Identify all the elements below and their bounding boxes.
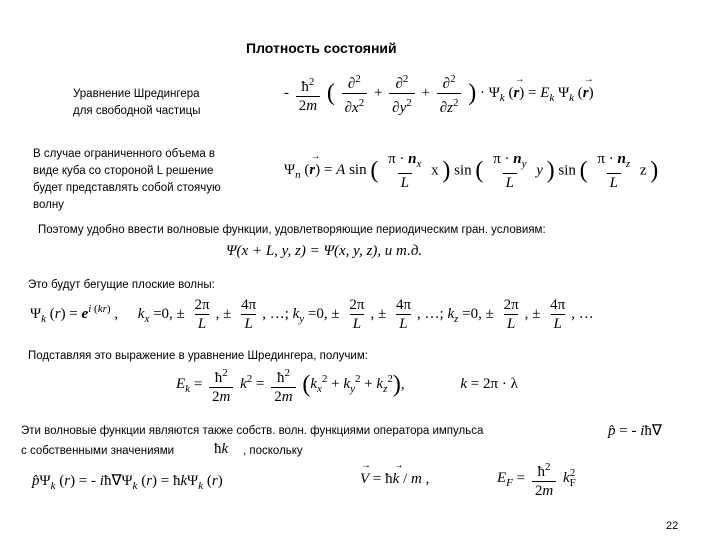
momentum-operator: p̂ = - iħ∇ bbox=[608, 423, 662, 439]
because-text: , поскольку bbox=[243, 445, 303, 457]
standing-wave-equation: $\Psi_n$ (→ r) = A sin ( $\frac{\pi \cdot n_x}{L}$ x ) sin ( $\frac{\pi \cdot n_y}{L}$ y ) sin ( $\frac{\pi \cdot n_z}{L}$ z ) bbox=[284, 150, 658, 192]
schrodinger-label-line-2: для свободной частицы bbox=[73, 105, 201, 117]
box-label-line-1: В случае ограниченного объема в bbox=[33, 148, 216, 160]
box-label bbox=[33, 146, 221, 214]
eigen-text: с собственными значениями bbox=[21, 445, 175, 457]
schrodinger-label-line-1: Уравнение Шредингера bbox=[73, 88, 200, 100]
schrodinger-equation: - $\frac{ħ^2}{2m}$ ( $\frac{\partial^2}{\partial x^2}$ + $\frac{\partial^2}{\partial y^2}$ + $\frac{\partial^2}{\partial z^2}$ ) · $\Psi_k$ (→ $r) = E_k$ $\Psi_k$ (→ r) bbox=[284, 70, 594, 117]
periodic-text: Поэтому удобно ввести волновые функции, удовлетворяющие периодическим гран. условиям: bbox=[38, 224, 546, 236]
plane-waves-text: Это будут бегущие плоские волны: bbox=[28, 279, 215, 291]
periodic-equation: Ψ(x + L, y, z) = Ψ(x, y, z), и т.д. bbox=[226, 243, 423, 259]
energy-equation: $E_k$ = $\frac{ħ^2}{2m}$ $k^2$ = $\frac{ħ^2}{2m}$ $(k_x^2 + k_y^2 + k_z^2)$, k = 2π · λ bbox=[176, 367, 518, 405]
box-label-line-2: виде куба со стороной L решение bbox=[33, 165, 214, 177]
momentum-eigen-equation: $p̂\Psi_k$ (r) = - $iħ\nabla\Psi_k$ (r) = ħkΨ$_k$ (r) bbox=[32, 473, 223, 492]
schrodinger-label bbox=[73, 86, 200, 120]
box-label-line-3: будет представлять собой стоячую bbox=[33, 182, 221, 194]
eigenvalue-symbol: ħk bbox=[214, 441, 229, 457]
page-number: 22 bbox=[666, 520, 679, 532]
fermi-energy-equation: $E_F$ = $\frac{ħ^2}{2m}$ $k_F^2$ bbox=[497, 461, 576, 499]
box-label-line-4: волну bbox=[33, 199, 64, 211]
plane-wave-equation: $\Psi_k$ $(r) = e^{i (kr)}$ , $k_x =0$, ± $\frac{2\pi}{L}$ , ± $\frac{4\pi}{L}$ , …; $k_y =0$, ± $\frac{2\pi}{L}$ , ± $\frac{4\pi}{L}$ , …; $k_z =0$, ± $\frac{2\pi}{L}$ , ± $\frac{4\pi}{L}$ , … bbox=[30, 297, 594, 332]
substitute-text: Подставляя это выражение в уравнение Шредингера, получим: bbox=[28, 350, 368, 362]
velocity-equation: → V = ħ→ k / m , bbox=[360, 471, 429, 488]
page-title: Плотность состояний bbox=[246, 40, 397, 56]
momentum-text: Эти волновые функции являются также собств. волн. функциями оператора импульса bbox=[21, 425, 484, 437]
